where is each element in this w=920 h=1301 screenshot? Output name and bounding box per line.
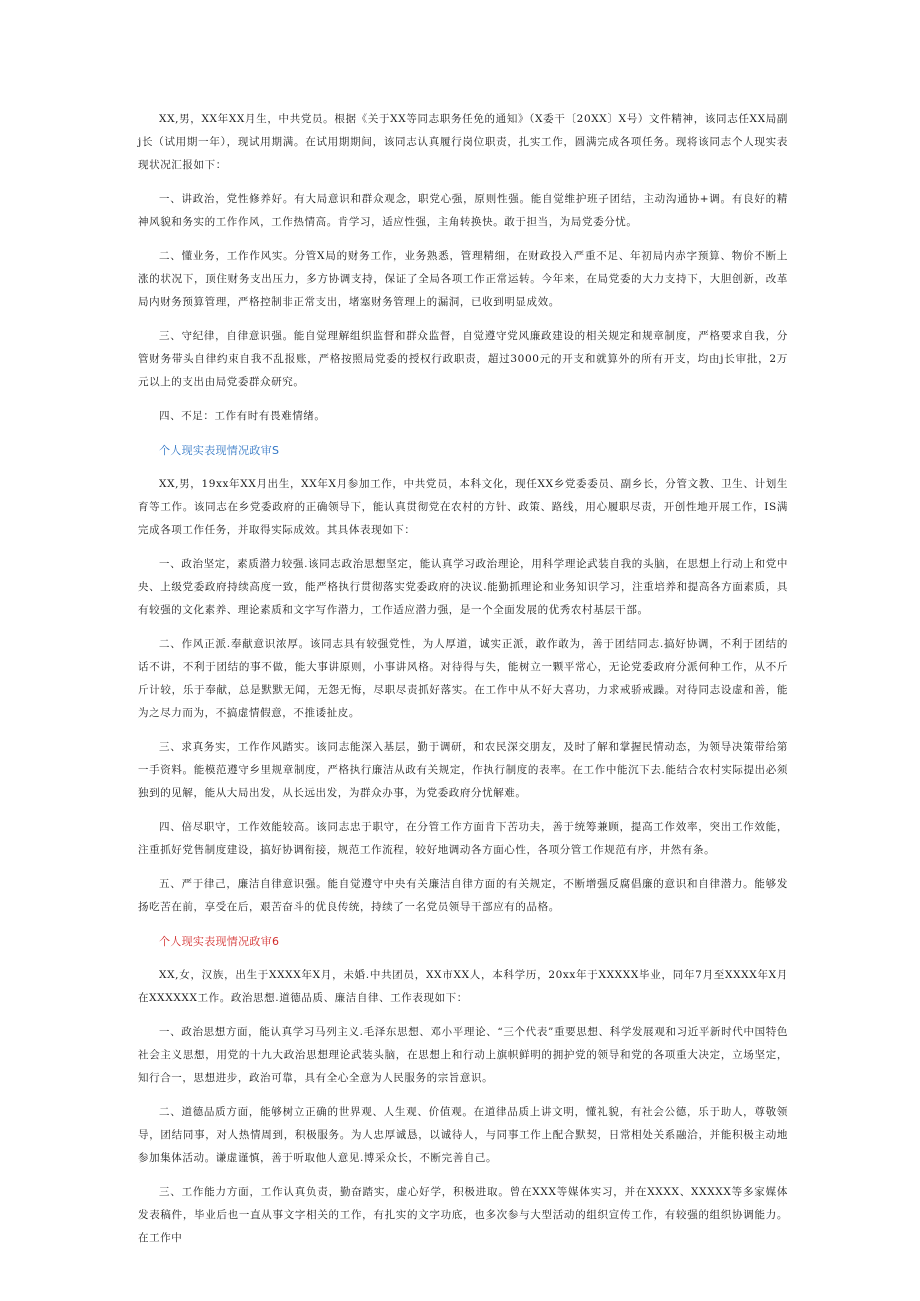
- section2-paragraph-style: 二、作风正派.奉献意识浓厚。该同志具有较强党性，为人厚道，诚实正派，敢作敢为，善于团结同志.搞好协调，不利于团结的话不讲，不利于团结的事不做，能大事讲原则，小事讲风格。对待得与失，能树立一颗平常心，无论党委政府分派何种工作，从不斤斤计较，乐于奉献，总是默默无闻，无怨无悔，尽职尽责抓好落实。在工作中从不好大喜功，力求戒骄戒躁。对待同志设虚和善，能为之尽力而为，不搞虚情假意，不推诿扯皮。: [138, 638, 788, 719]
- section2-paragraph-practical: 三、求真务实，工作作风踏实。该同志能深入基层，勤于调研，和农民深交朋友，及时了解和掌握民情动态，为领导决策带给第一手资料。能模范遵守乡里规章制度，严格执行廉洁从政有关规定，作执行制度的表率。在工作中能沉下去.能结合农村实际提出必须独到的见解，能从大局出发，从长远出发，为群众办事，为党委政府分忧解难。: [138, 741, 788, 799]
- section2-paragraph-integrity: 五、严于律己，廉洁自律意识强。能自觉遵守中央有关廉洁自律方面的有关规定，不断增强反腐倡廉的意识和自律潜力。能够发扬吃苦在前，享受在后，艰苦奋斗的优良传统，持续了一名党员领导干部应有的品格。: [138, 878, 788, 913]
- section2-paragraph-politics: 一、政治坚定，素质潜力较强.该同志政治思想坚定，能认真学习政治理论，用科学理论武装自我的头脑，在思想上行动上和党中央、上级党委政府持续高度一致，能严格执行贯彻落实党委政府的决议.能勤抓理论和业务知识学习，注重培养和提高各方面素质，具有较强的文化素养、理论素质和文字写作潜力，工作适应潜力强，是一个全面发展的优秀农村基层干部。: [138, 558, 788, 616]
- section2-heading: 个人现实表现情况政审S: [159, 444, 280, 457]
- section2-paragraph-duty: 四、倍尽职守，工作效能较高。该同志忠于职守，在分管工作方面肯下苦功夫，善于统筹兼顾，提高工作效率，突出工作效能，注重抓好党售制度建设，搞好协调衔接，规范工作流程，较好地调动各方面心性，各项分管工作规范有序，井然有条。: [138, 821, 788, 856]
- document-page: [138, 108, 788, 1261]
- section1-paragraph-politics: 一、讲政治，党性修养好。有大局意识和群众观念，职党心强，原则性强。能自觉维护班子团结，主动沟通协+调。有良好的精神风貌和务实的工作作风，工作热情高。肯学习，适应性强，主角转换快。敢于担当，为局党委分忧。: [138, 193, 788, 228]
- section3-heading: 个人现实表现情况政审6: [159, 935, 280, 948]
- section1-paragraph-discipline: 三、守纪律，自律意识强。能自觉理解组织监督和群众监督，自觉遵守党风廉政建设的相关规定和规章制度，严格要求自我，分管财务带头自律约束自我不乱报账，严格按照局党委的授权行政职责，超过3000元的开支和就算外的所有开支，均由j长审批，2万元以上的支出由局党委群众研究。: [138, 330, 788, 388]
- section3-paragraph-ability: 三、工作能力方面，工作认真负责，勤奋踏实，虚心好学，积极进取。曾在XXX等媒体实习，并在XXXX、XXXXX等多家媒体发表稿件，毕业后也一直从事文字相关的工作，有扎实的文字功底，也多次参与大型活动的组织宣传工作，有较强的组织协调能力。在工作中: [138, 1186, 788, 1244]
- section3-paragraph-morality: 二、道德品质方面，能够树立正确的世界观、人生观、价值观。在道律品质上讲文明，懂礼貌，有社会公德，乐于助人，尊敬领导，团结同事，对人热情周到，积极服务。为人忠厚诚恳，以诚待人，与同事工作上配合默契，日常相处关系融洽，并能积极主动地参加集体活动。谦虚谨慎，善于听取他人意见.博采众长，不断完善自己。: [138, 1106, 788, 1164]
- section1-paragraph-intro: XX,男，XX年XX月生，中共党员。根据《关于XX等同志职务任免的通知》（X委干〔20XX〕X号）文件精神，该同志任XX局副j长（试用期一年），现试用期满。在试用期期间，该同志认真履行岗位职责，扎实工作，圆满完成各项任务。现将该同志个人现实表现状况汇报如下：: [138, 113, 788, 171]
- section1-paragraph-business: 二、懂业务，工作作风实。分管X局的财务工作，业务熟悉，管理精细，在财政投入严重不足、年初局内赤字预算、物价不断上涨的状况下，顶住财务支出压力，多方协调支持，保证了全局各项工作正常运转。今年来，在局党委的大力支持下，大胆创新，改革局内财务预算管理，严格控制非正常支出，堵塞财务管理上的漏洞，已收到明显成效。: [138, 250, 788, 308]
- section3-paragraph-politics: 一、政治思想方面，能认真学习马列主义.毛泽东思想、邓小平理论、“三个代表”重要思想、科学发展观和习近平新时代中国特色社会主义思想，用党的十九大政治思想理论武装头脑，在思想上和行动上旗帜鲜明的拥护党的领导和党的各项重大决定，立场坚定，知行合一，思想进步，政治可靠，具有全心全意为人民服务的宗旨意识。: [138, 1026, 788, 1084]
- section3-paragraph-intro: XX,女，汉族，出生于XXXX年X月，未婚.中共团员，XX市XX人，本科学历，20xx年于XXXXX毕业，同年7月至XXXX年X月在XXXXXX工作。政治思想.道德品质、廉洁自律、工作表现如下：: [138, 969, 788, 1004]
- section1-paragraph-shortcoming: 四、不足：工作有时有畏难情绪。: [159, 410, 326, 422]
- section2-paragraph-intro: XX,男，19xx年XX月出生，XX年X月参加工作，中共党员，本科文化，现任XX乡党委委员、副乡长，分管文教、卫生、计划生育等工作。该同志在乡党委政府的正确领导下，能认真贯彻党在农村的方针、政策、路线，用心履职尽责，开创性地开展工作，IS满完成各项工作任务，并取得实际成效。其具体表现如下：: [138, 478, 788, 536]
